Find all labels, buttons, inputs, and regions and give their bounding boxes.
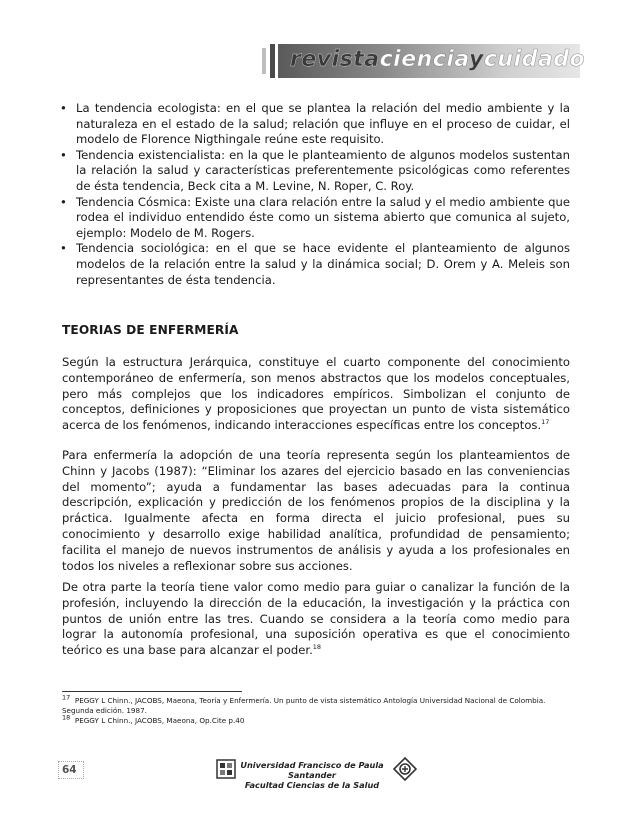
faculty-logo-icon	[393, 757, 417, 781]
list-item: • Tendencia sociológica: en el que se hace evidente el planteamiento de algunos modelos de la relación entre la salud y la dinámica social; D. Orem y A. Meleis son representantes de ésta tendencia.	[60, 241, 570, 287]
footnote-ref[interactable]: 17	[541, 418, 550, 427]
tendencies-list	[58, 101, 570, 288]
list-item: • La tendencia ecologista: en el que se plantea la relación del medio ambiente y la naturaleza en el estado de la salud; relación que influye en el proceso de cuidar, el modelo de Florence Nigthingale reúne este requisito.	[60, 101, 570, 147]
page-number: 64	[62, 764, 77, 776]
footnote-item: $^{18}$ PEGGY L Chinn., JACOBS, Maeona, Op.Cite p.40	[62, 713, 245, 725]
paragraph-adoption: Para enfermería la adopción de una teoría representa según los planteamientos de Chinn y Jacobs (1987): “Eliminar los azares del ejercicio basado en las conveniencias del momento”; ayuda a fundamentar las bases adecuadas para la continua descripción, explicación y predicción de los fenómenos propios de la disciplina y la práctica. Igualmente afecta en forma directa el juicio profesional, pues su conocimiento y desarrollo exige habilidad analítica, profundidad de pensamiento; facilita el manejo de nuevos instrumentos de análisis y ayuda a los profesionales en todos los niveles a reflexionar sobre sus acciones.	[62, 448, 570, 573]
page-footer	[0, 756, 638, 790]
list-item: • Tendencia existencialista: en la que le planteamiento de algunos modelos sustentan la relación la salud y características preferentemente psicológicas como referentes de ésta tendencia, Beck cita a M. Levine, N. Roper, C. Roy.	[60, 147, 570, 193]
bullet-icon: •	[60, 101, 67, 115]
section-title: TEORIAS DE ENFERMERÍA	[62, 323, 239, 337]
bullet-icon: •	[60, 147, 67, 162]
list-item: • Tendencia Cósmica: Existe una clara relación entre la salud y el medio ambiente que rodea el individuo entendido éste como un sistema abierto que comunica al sujeto, ejemplo: Modelo de M. Rogers.	[60, 194, 570, 240]
header-stripe	[270, 44, 275, 78]
paragraph-structure: Según la estructura Jerárquica, constituye el cuarto componente del conocimiento contemporáneo de enfermería, son menos abstractos que los modelos conceptuales, pero más complejos que los indicadores empíricos. Simbolizan el conjunto de conceptos, definiciones y proposiciones que proyectan un punto de vista sistemático acerca de los fenómenos, indicando interacciones específicas entre los conceptos.$^{17}$	[62, 355, 570, 433]
footnote-ref[interactable]: 18	[312, 643, 322, 652]
university-logo-icon	[216, 758, 236, 780]
bullet-icon: •	[60, 194, 67, 209]
journal-title: revistacienciaycuidado	[290, 47, 586, 72]
journal-header	[270, 42, 588, 82]
bullet-icon: •	[60, 241, 67, 256]
header-accent-stripe	[262, 48, 266, 74]
footnotes	[62, 693, 570, 726]
footnote-item: $^{17}$ PEGGY L Chinn., JACOBS, Maeona, Teoría y Enfermería. Un punto de vista sistemático Antología Universidad Nacional de Colombia. Segunda edición. 1987.	[62, 693, 546, 715]
footnote-divider	[62, 691, 242, 692]
paragraph-value: De otra parte la teoría tiene valor como medio para guiar o canalizar la función de la profesión, incluyendo la dirección de la educación, la investigación y la práctica con puntos de unión entre las tres. Cuando se considera a la teoría como medio para lograr la autonomía profesional, una suposición operativa es que el conocimiento teórico es una base para alcanzar el poder.$^{18}$	[62, 580, 570, 658]
university-name: Universidad Francisco de Paula Santander Facultad Ciencias de la Salud	[240, 760, 384, 790]
